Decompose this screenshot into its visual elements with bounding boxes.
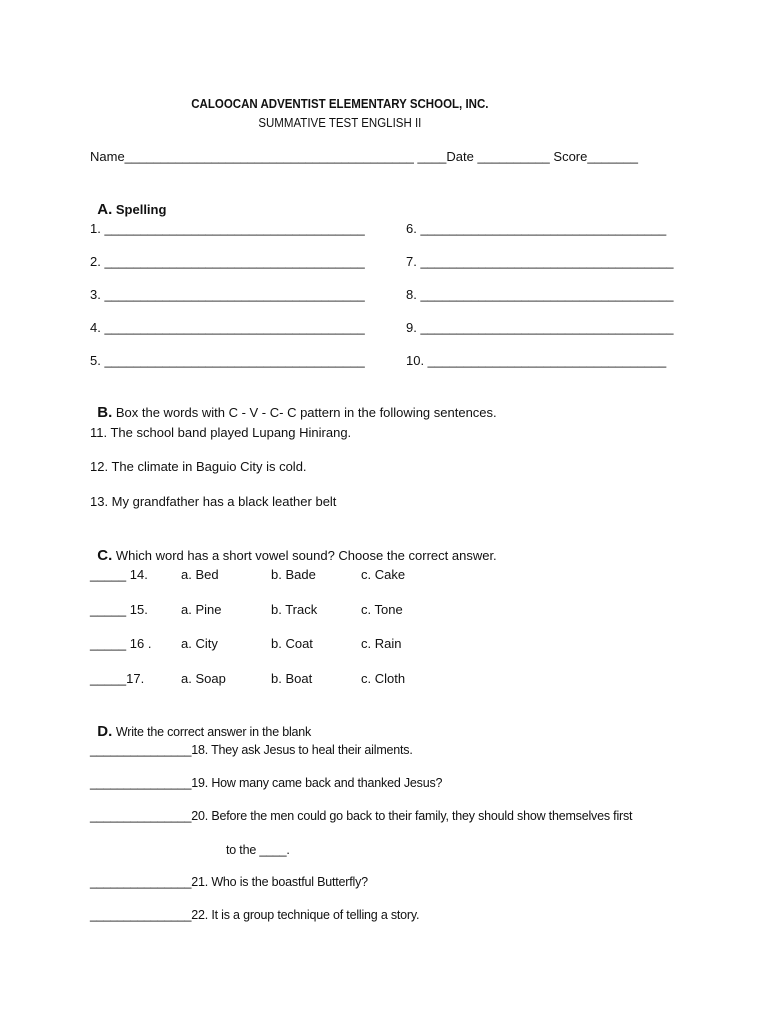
choice-b-17: b. Boat <box>271 671 313 686</box>
spelling-item-5: 5. ____________________________________ <box>90 353 365 368</box>
blank-item-19: _______________19. How many came back and thanked Jesus? <box>90 776 443 790</box>
choice-num-17: _____17. <box>90 671 145 686</box>
name-date-score-line: Name________________________________________ ____Date __________ Score_______ <box>90 149 638 164</box>
choice-a-16: a. City <box>181 636 218 651</box>
blank-item-21: _______________21. Who is the boastful Butterfly? <box>90 875 368 889</box>
choice-c-17: c. Cloth <box>361 671 406 686</box>
section-c-instruction: Which word has a short vowel sound? Choose the correct answer. <box>115 548 497 563</box>
sentence-item-13: 13. My grandfather has a black leather belt <box>90 494 337 509</box>
choice-b-15: b. Track <box>271 602 318 617</box>
choice-c-16: c. Rain <box>361 636 402 651</box>
choice-c-14: c. Cake <box>361 567 406 582</box>
choice-b-14: b. Bade <box>271 567 316 582</box>
sentence-item-12: 12. The climate in Baguio City is cold. <box>90 459 307 474</box>
choice-c-15: c. Tone <box>361 602 403 617</box>
choice-a-17: a. Soap <box>181 671 226 686</box>
choice-num-16: _____ 16 . <box>90 636 152 651</box>
section-c-heading <box>90 532 497 564</box>
blank-item-22: _______________22. It is a group technique of telling a story. <box>90 908 420 922</box>
choice-num-14: _____ 14. <box>90 567 148 582</box>
spelling-item-9: 9. ___________________________________ <box>406 320 674 335</box>
spelling-item-3: 3. ____________________________________ <box>90 287 365 302</box>
section-b-letter: B. <box>97 404 113 421</box>
choice-a-15: a. Pine <box>181 602 222 617</box>
sentence-item-11: 11. The school band played Lupang Hinirang. <box>90 425 352 440</box>
choice-b-16: b. Coat <box>271 636 313 651</box>
choice-a-14: a. Bed <box>181 567 219 582</box>
test-title: SUMMATIVE TEST ENGLISH II <box>258 115 422 130</box>
section-d-heading <box>90 708 311 740</box>
section-a-heading <box>90 186 166 218</box>
school-name: CALOOCAN ADVENTIST ELEMENTARY SCHOOL, INC. <box>191 96 489 111</box>
spelling-item-8: 8. ___________________________________ <box>406 287 674 302</box>
blank-item-20: _______________20. Before the men could go back to their family, they should show themselves first <box>90 809 633 823</box>
section-a-letter: A. <box>97 201 113 218</box>
section-b-instruction: Box the words with C - V - C- C pattern in the following sentences. <box>115 405 497 420</box>
section-c-letter: C. <box>97 547 113 564</box>
section-d-instruction: Write the correct answer in the blank <box>115 725 312 739</box>
spelling-item-1: 1. ____________________________________ <box>90 221 365 236</box>
blank-item-20-continuation: to the ____. <box>226 843 290 857</box>
spelling-item-4: 4. ____________________________________ <box>90 320 365 335</box>
section-d-letter: D. <box>97 723 113 740</box>
spelling-item-7: 7. ___________________________________ <box>406 254 674 269</box>
spelling-item-2: 2. ____________________________________ <box>90 254 365 269</box>
spelling-item-6: 6. __________________________________ <box>406 221 667 236</box>
spelling-item-10: 10. _________________________________ <box>406 353 667 368</box>
section-b-heading <box>90 389 497 421</box>
choice-num-15: _____ 15. <box>90 602 148 617</box>
blank-item-18: _______________18. They ask Jesus to heal their ailments. <box>90 743 413 757</box>
section-a-title: Spelling <box>115 202 167 217</box>
